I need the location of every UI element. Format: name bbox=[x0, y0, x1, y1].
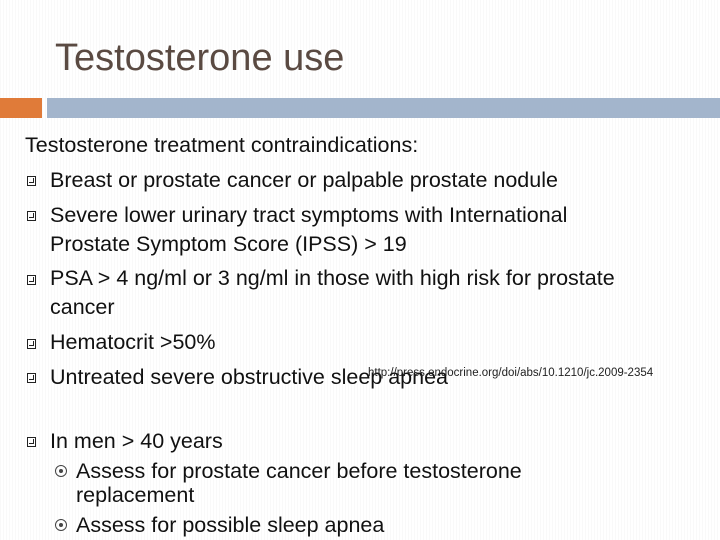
contraindication-item: Severe lower urinary tract symptoms with International bbox=[50, 203, 568, 227]
circle-bullet-icon bbox=[55, 519, 67, 531]
accent-bar-blue bbox=[47, 98, 720, 118]
accent-bar-orange bbox=[0, 98, 42, 118]
intro-text: Testosterone treatment contraindications: bbox=[25, 133, 419, 157]
contraindication-item-continued: cancer bbox=[50, 295, 115, 319]
square-bullet-icon bbox=[27, 339, 36, 349]
slide-title: Testosterone use bbox=[55, 37, 345, 79]
men-over-40-label: In men > 40 years bbox=[50, 429, 223, 453]
square-bullet-icon bbox=[27, 373, 36, 383]
sub-item: Assess for prostate cancer before testosterone bbox=[76, 459, 522, 483]
contraindication-item-continued: Prostate Symptom Score (IPSS) > 19 bbox=[50, 232, 407, 256]
contraindication-item: Untreated severe obstructive sleep apnea bbox=[50, 365, 448, 389]
square-bullet-icon bbox=[27, 176, 36, 186]
square-bullet-icon bbox=[27, 275, 36, 285]
circle-bullet-icon bbox=[55, 465, 67, 477]
source-url: http://press.endocrine.org/doi/abs/10.1210/jc.2009-2354 bbox=[368, 367, 654, 379]
sub-item-continued: replacement bbox=[76, 483, 195, 507]
contraindication-item: Breast or prostate cancer or palpable prostate nodule bbox=[50, 168, 558, 192]
contraindication-item: Hematocrit >50% bbox=[50, 330, 216, 354]
square-bullet-icon bbox=[27, 211, 36, 221]
square-bullet-icon bbox=[27, 437, 36, 447]
sub-item: Assess for possible sleep apnea bbox=[76, 513, 385, 537]
contraindication-item: PSA > 4 ng/ml or 3 ng/ml in those with high risk for prostate bbox=[50, 266, 615, 290]
